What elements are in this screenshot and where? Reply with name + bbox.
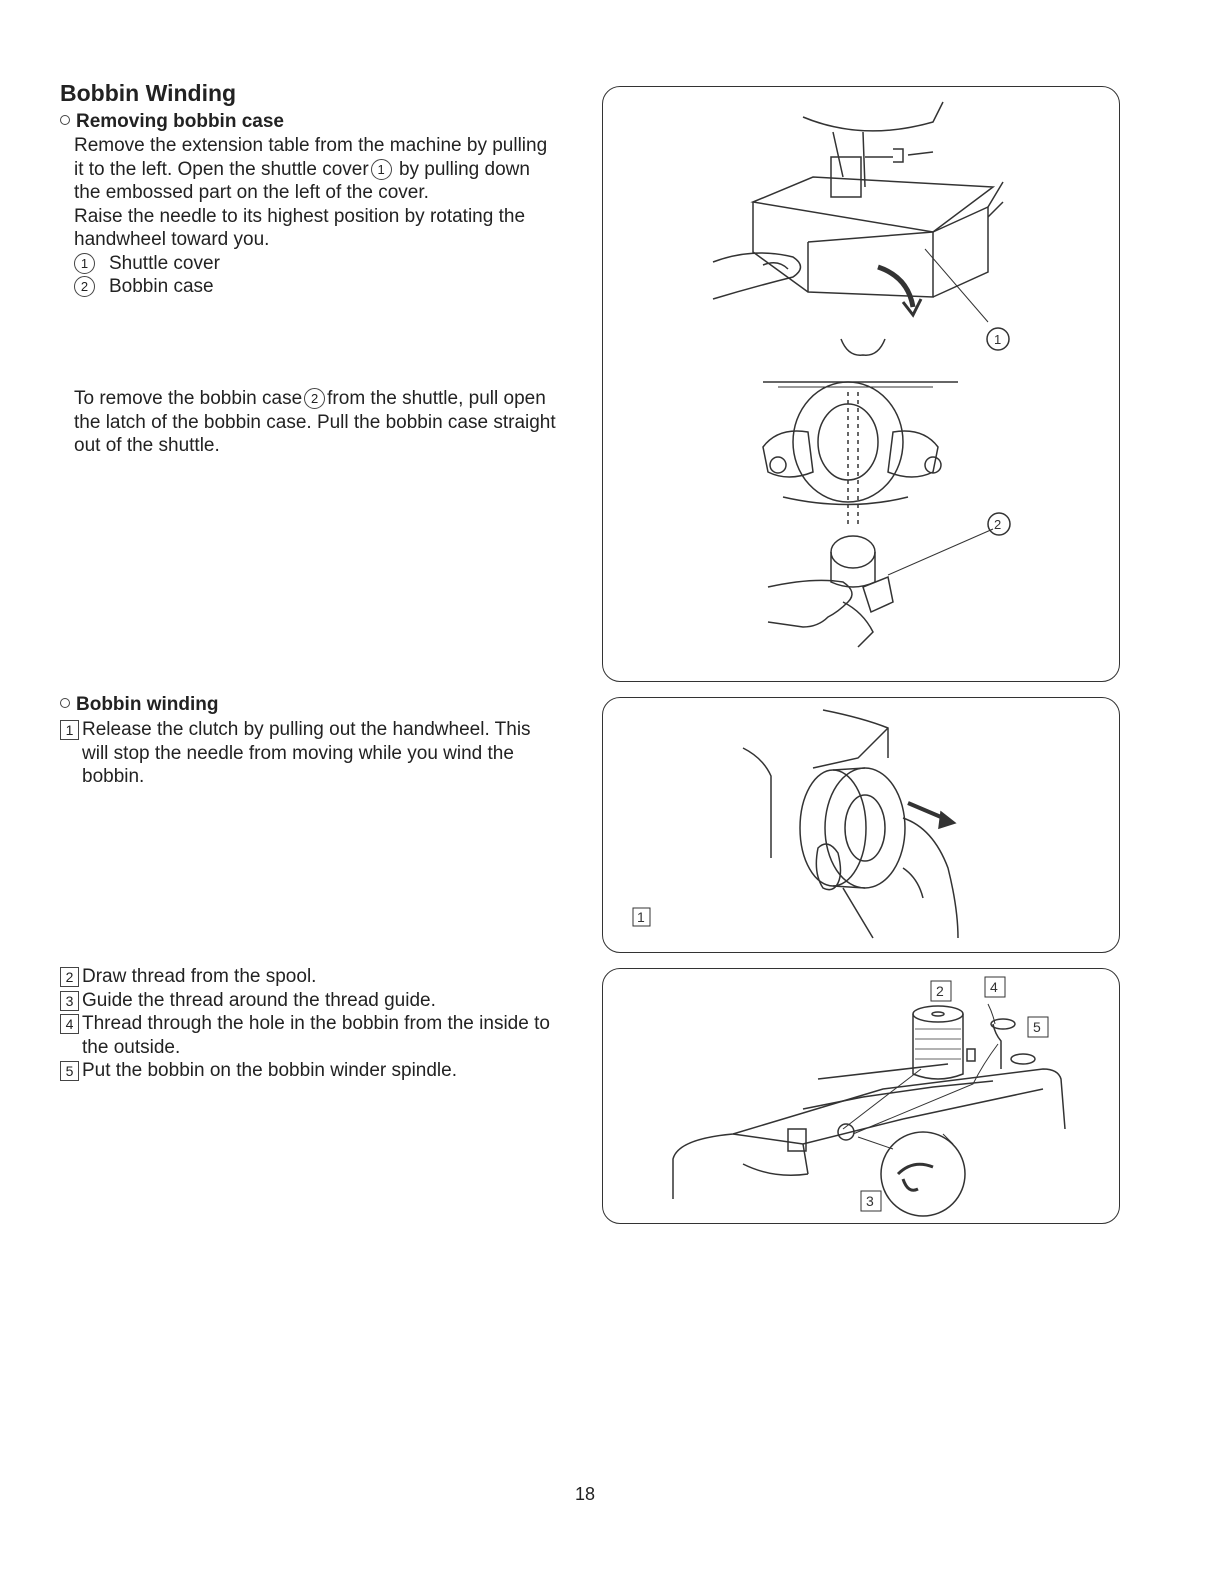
- text-line: Raise the needle to its highest position by rotating the: [74, 205, 526, 227]
- figure-step-label-4: 4: [990, 979, 998, 995]
- step-1: 1 Release the clutch by pulling out the handwheel. This will stop the needle from moving while you wind the bobbin.: [60, 718, 602, 789]
- figure-step-label-1: 1: [637, 909, 645, 925]
- figure-step-label-5: 5: [1033, 1019, 1041, 1035]
- figure-panel-handwheel: [602, 697, 1120, 953]
- section-heading-text: Removing bobbin case: [76, 111, 284, 132]
- figure-callout-2: 2: [994, 517, 1002, 532]
- step-5: 5 Put the bobbin on the bobbin winder spindle.: [60, 1059, 580, 1083]
- handwheel-illustration: [603, 698, 1119, 952]
- text-line: it to the left. Open the shuttle cover 1 by pulling down: [74, 158, 530, 180]
- text-line: the embossed part on the left of the cover.: [74, 182, 429, 203]
- winding-steps: [60, 965, 580, 1083]
- figure-step-label-3: 3: [866, 1193, 874, 1209]
- threading-illustration: [603, 969, 1119, 1223]
- step-4: 4 Thread through the hole in the bobbin from the inside to the outside.: [60, 1012, 580, 1059]
- callout-legend-1: 1 Shuttle cover: [74, 252, 584, 276]
- section-heading-removing: [60, 111, 284, 133]
- remove-bobbin-paragraph: To remove the bobbin case 2 from the shuttle, pull open the latch of the bobbin case. Pull the bobbin case straight out of the shuttle.: [74, 388, 556, 456]
- page-number: 18: [575, 1484, 596, 1504]
- text-line: Remove the extension table from the machine by pulling: [74, 135, 548, 156]
- shuttle-illustration: [603, 87, 1119, 681]
- step-3: 3 Guide the thread around the thread guide.: [60, 989, 580, 1013]
- figure-callout-1: 1: [994, 332, 1002, 347]
- callout-legend-2: 2 Bobbin case: [74, 275, 584, 299]
- section-heading-winding: Bobbin winding: [60, 694, 218, 716]
- step-number-box: 1: [60, 720, 79, 740]
- callout-ref-1: 1: [371, 159, 392, 180]
- text-line: handwheel toward you.: [74, 229, 270, 250]
- page-title: Bobbin Winding: [60, 80, 237, 106]
- figure-panel-threading: [602, 968, 1120, 1224]
- callout-ref-2: 2: [304, 388, 325, 409]
- bullet-icon: [60, 698, 70, 708]
- step-2: 2 Draw thread from the spool.: [60, 965, 580, 989]
- removing-instructions: [74, 134, 584, 299]
- figure-panel-shuttle: [602, 86, 1120, 682]
- figure-step-label-2: 2: [936, 983, 944, 999]
- bullet-icon: [60, 115, 70, 125]
